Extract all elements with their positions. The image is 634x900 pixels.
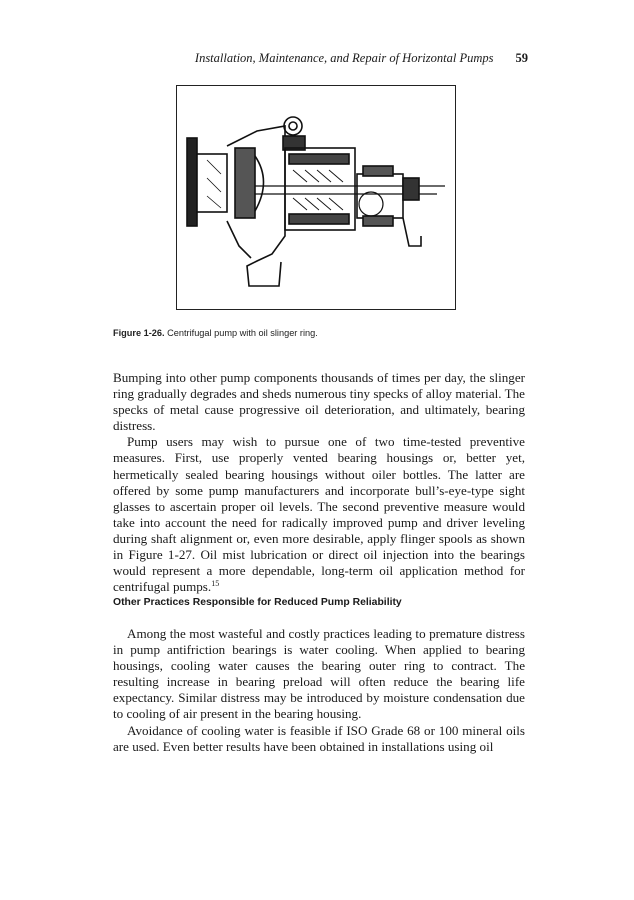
figure-caption-text: Centrifugal pump with oil slinger ring. xyxy=(167,328,318,338)
paragraph: Bumping into other pump components thousands of times per day, the slinger ring gradually degrades and sheds numerous tiny specks of alloy material. The specks of metal cause progressive oil deterioration, and ultimately, bearing distress. xyxy=(113,370,525,434)
body-text-block-1 xyxy=(113,370,525,595)
paragraph: Among the most wasteful and costly practices leading to premature distress in pump antifriction bearings is water cooling. When applied to bearing housings, cooling water causes the bearing outer ring to contract. The resulting increase in bearing preload will often reduce the bearing life expectancy. Similar distress may be introduced by moisture condensation due to cooling of air present in the bearing housing. xyxy=(113,626,525,722)
figure-pump-drawing xyxy=(176,85,456,310)
figure-caption xyxy=(113,328,318,338)
footnote-reference: 15 xyxy=(211,579,220,589)
paragraph: Avoidance of cooling water is feasible if ISO Grade 68 or 100 mineral oils are used. Even better results have been obtained in installations using oil xyxy=(113,722,525,754)
paragraph-text: Pump users may wish to pursue one of two time-tested preventive measures. First, use properly vented bearing housings or, better yet, hermetically sealed bearing housings without oiler bottles. The latter are offered by some pump manufacturers and incorporate bull’s-eye-type sight glasses to ascertain proper oil levels. The second preventive measure would take into account the need for radically improved pump and driver leveling during shaft alignment or, even more desirable, apply flinger spools as shown in Figure 1-27. Oil mist lubrication or direct oil injection into the bearings would represent a more dependable, long-term oil application method for centrifugal pumps. xyxy=(113,434,525,595)
body-text-block-2 xyxy=(113,626,525,755)
paragraph xyxy=(113,434,525,595)
running-title: Installation, Maintenance, and Repair of Horizontal Pumps xyxy=(194,51,494,65)
section-heading: Other Practices Responsible for Reduced Pump Reliability xyxy=(113,597,402,608)
page-number: 59 xyxy=(515,51,528,65)
figure-label: Figure 1-26. xyxy=(113,328,165,338)
pump-cross-section-illustration xyxy=(177,86,455,309)
running-head xyxy=(0,51,528,66)
